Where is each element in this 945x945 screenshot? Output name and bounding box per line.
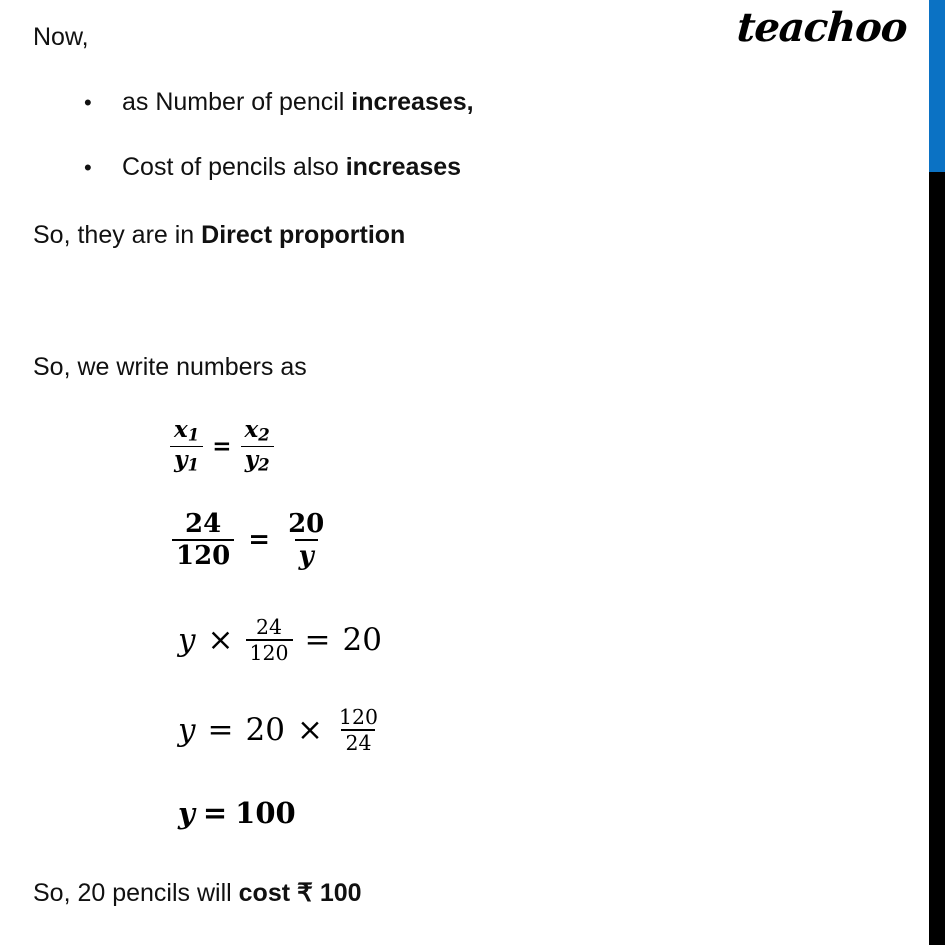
fraction-numerator (170, 418, 203, 446)
numerator-subscript: 1 (187, 424, 200, 445)
fraction-numerator (241, 418, 274, 446)
fraction-denominator (241, 446, 274, 475)
fraction-20-over-y (284, 510, 328, 570)
result-value: 20 (342, 622, 382, 659)
fraction-24-over-120 (246, 616, 293, 664)
bullet-list (84, 88, 804, 218)
list-item (84, 88, 804, 153)
equals-operator: = (207, 712, 234, 749)
equals-operator: = (304, 622, 331, 659)
fraction-x1-over-y1 (170, 418, 203, 474)
fraction-numerator: 120 (338, 705, 378, 729)
multiply-operator: × (296, 712, 323, 749)
equation-substitute (172, 510, 328, 570)
list-item-bold-text: increases (345, 153, 462, 181)
variable-y: y (178, 712, 196, 749)
equation-answer (178, 796, 296, 830)
equals-operator: = (248, 525, 271, 556)
fraction-denominator: 24 (341, 729, 375, 754)
answer-value: 100 (235, 796, 296, 830)
equation-solve (178, 706, 382, 754)
write-numbers-statement: So, we write numbers as (33, 353, 307, 381)
numerator-variable: x (174, 416, 188, 443)
direct-proportion-plain-text: So, they are in (33, 221, 202, 249)
multiply-operator: × (207, 622, 234, 659)
list-item-plain-text: Cost of pencils also (122, 153, 346, 181)
final-answer-plain-text: So, 20 pencils will (33, 879, 239, 907)
fraction-24-over-120 (172, 510, 234, 570)
denominator-subscript: 2 (258, 454, 270, 475)
fraction-denominator: 120 (172, 539, 234, 570)
bullet-dot-icon: • (84, 90, 92, 115)
fraction-denominator: y (295, 539, 318, 570)
fraction-denominator (170, 446, 203, 475)
numerator-subscript: 2 (258, 424, 270, 445)
denominator-variable: y (244, 445, 259, 473)
variable-y: y (178, 622, 196, 659)
fraction-numerator: 24 (185, 509, 222, 539)
denominator-subscript: 1 (187, 454, 200, 475)
variable-y: y (178, 796, 195, 830)
direct-proportion-statement (33, 220, 405, 251)
equation-multiply (178, 616, 382, 664)
value-20: 20 (245, 712, 285, 749)
equals-operator: = (212, 432, 232, 460)
list-item-label (122, 153, 461, 182)
fraction-120-over-24 (335, 706, 382, 754)
equation-ratio (170, 418, 274, 474)
right-edge-black-bar (929, 172, 945, 945)
list-item-plain-text: as Number of pencil (122, 88, 352, 116)
direct-proportion-bold-text: Direct proportion (201, 221, 406, 249)
fraction-numerator: 20 (288, 509, 325, 539)
bullet-dot-icon: • (84, 155, 92, 180)
list-item (84, 153, 804, 218)
list-item-bold-text: increases, (351, 88, 474, 116)
teachoo-logo: teachoo (735, 4, 909, 51)
right-edge-blue-bar (929, 0, 945, 172)
final-answer-bold-text: cost ₹ 100 (238, 879, 362, 907)
list-item-label (122, 88, 474, 117)
numerator-variable: x (244, 416, 259, 443)
final-answer-statement (33, 878, 362, 909)
fraction-x2-over-y2 (241, 418, 274, 474)
equals-operator: = (202, 796, 228, 830)
fraction-numerator: 24 (256, 615, 283, 639)
denominator-variable: y (174, 445, 188, 473)
fraction-denominator: 120 (246, 639, 293, 664)
intro-line: Now, (33, 23, 89, 51)
